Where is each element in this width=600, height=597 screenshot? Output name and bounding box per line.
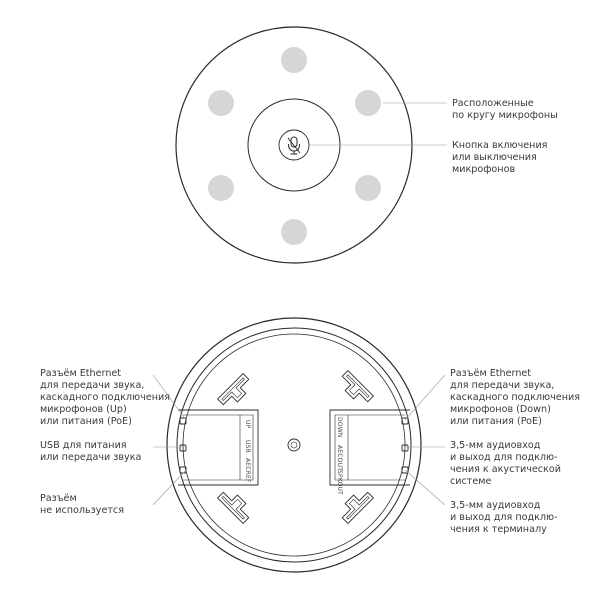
bottom-view: [153, 318, 445, 572]
microphone-dot: [208, 90, 234, 116]
port-label-usb: USB: [244, 440, 251, 453]
leader-line: [405, 470, 445, 505]
label-ethernet-down: Разъём Ethernet для передачи звука, каскадного подключения микрофонов (Down) или питания (PoE): [450, 368, 580, 427]
rubber-foot: [218, 374, 255, 411]
microphone-dot: [208, 175, 234, 201]
leader-line: [153, 470, 186, 505]
mute-button[interactable]: [279, 130, 309, 160]
center-screw-inner: [291, 442, 297, 448]
bottom-outer-ring: [167, 318, 421, 572]
microphone-dot: [281, 47, 307, 73]
port-label-up: UP: [244, 420, 251, 429]
leader-line: [405, 375, 445, 420]
top-view: [176, 27, 447, 263]
label-ethernet-up: Разъём Ethernet для передачи звука, каскадного подключения микрофонов (Up) или питания (PoE): [40, 368, 170, 427]
label-spkout: 3,5-мм аудиовход и выход для подклю- чения к терминалу: [450, 500, 558, 535]
center-screw: [288, 439, 300, 451]
bottom-second-ring: [177, 328, 411, 562]
port-label-down: DOWN: [336, 417, 343, 438]
label-aecout: 3,5-мм аудиовход и выход для подклю- чения к акустической системе: [450, 440, 561, 487]
microphone-dot: [281, 219, 307, 245]
port-label-aecout: AECOUT: [336, 445, 343, 472]
label-unused: Разъём не используется: [40, 493, 124, 516]
microphone-dot: [355, 175, 381, 201]
label-usb: USB для питания или передачи звука: [40, 440, 142, 463]
port-label-spkout: SPKOUT: [336, 470, 343, 496]
bottom-third-ring: [183, 334, 405, 556]
label-mute-button: Кнопка включения или выключения микрофонов: [452, 140, 548, 175]
microphone-dot: [355, 90, 381, 116]
rubber-foot: [337, 371, 374, 408]
label-mics: Расположенные по кругу микрофоны: [452, 98, 558, 121]
rubber-foot: [218, 487, 255, 524]
port-label-aecref: AECREF: [244, 458, 251, 483]
